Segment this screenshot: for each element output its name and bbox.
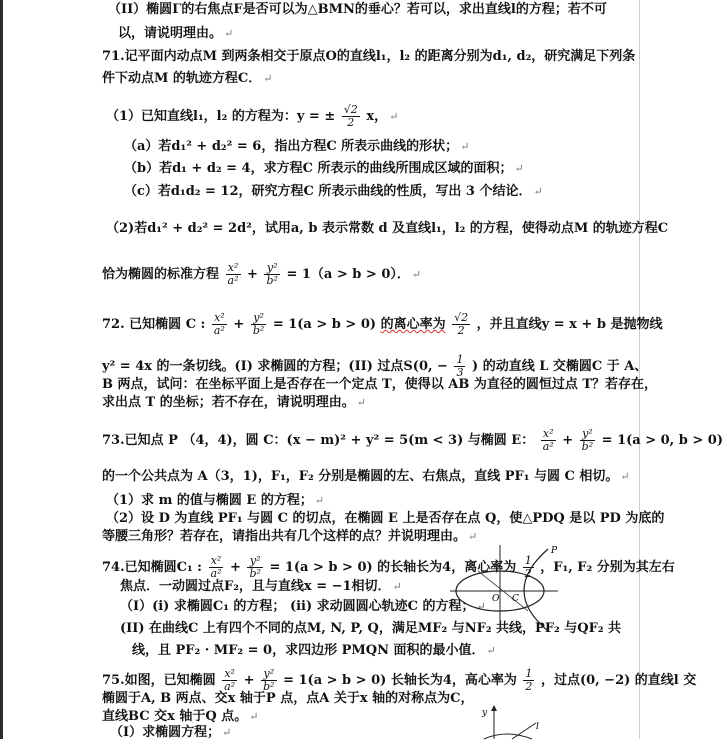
text-line [132,643,496,659]
p72-line-4: 求出点 T 的坐标；若不存在，请说明理由。 [102,395,355,410]
p71-a: （a）若d₁² + d₂² = 6，指出方程C 所表示曲线的形状； [124,139,459,154]
p73-text-tail: = 1(a > 0, b > 0) [601,433,723,448]
fraction: $\frac{\text{y²}}{\text{b²}}$ [249,554,261,580]
fraction: $\frac{\text{y²}}{\text{b²}}$ [581,427,594,453]
text-line [102,668,696,693]
plus-sign: + [233,317,245,332]
text-line [108,2,607,18]
text-line [124,139,469,155]
p72-text: 72. 已知椭圆 [102,317,182,332]
p74-part-2: (II) 在曲线C 上有四个不同的点M, N, P, Q，满足MF₂ 与NF₂ 共线，PF₂ 与QF₂ 共 [120,621,622,636]
p71-line-1: 71.记平面内动点M 到两条相交于原点O的直线l₁，l₂ 的距离分别为d₁, d₂，研究满足下列条 [102,49,636,64]
p75-text: 75.如图，已知椭圆 [102,673,216,688]
text-line [120,579,402,595]
p73-part-2: （2）设 D 为直线 PF₁ 与圆 C 的切点，在椭圆 E 上是否存在点 Q，使△PDQ 是以 PD 为底的 [106,511,665,526]
text-line [106,493,324,509]
plus-sign: + [243,673,255,688]
p74-line-2: 焦点．一动圆过点F₂，且与直线x = −1相切． [120,579,391,594]
return-mark: ↵ [411,268,422,281]
ellipse-arc [484,734,532,739]
p71-2-text: 恰为椭圆的标准方程 [102,267,220,282]
p71-1-text: （1）已知直线l₁，l₂ 的方程为：y = ± [106,109,336,124]
text-line [106,104,398,129]
label-o: O [492,594,500,604]
text-line [124,161,524,177]
text-line [124,184,543,200]
p74-part-1: （I）(i) 求椭圆C₁ 的方程； (ii) 求动圆圆心轨迹C 的方程； [120,599,475,614]
text-line [110,725,231,741]
p75-line-2: 椭圆于A, B 两点、交x 轴于P 点，点A 关于x 轴的对称点为C， [102,691,474,706]
p75-line-3: 直线BC 交x 轴于Q 点。 [102,709,248,724]
p73-part-2-tail: 等腰三角形？若存在，请指出共有几个这样的点？并说明理由。 [102,529,467,544]
return-mark: ↵ [514,162,524,175]
p73-part-1: （1）求 m 的值与椭圆 E 的方程； [106,493,313,508]
fraction: $\frac{\text{x²}}{\text{a²}}$ [227,261,239,287]
fraction: $\frac{1}{2}$ [524,554,532,580]
p71-2-text-tail: = 1（a > b > 0）． [286,267,410,282]
plus-sign: + [562,433,574,448]
fraction: $\frac{\text{x²}}{\text{a²}}$ [210,554,222,580]
p73-text: 73.已知点 P （4，4)，圆 C：(x − m)² + y² = 5(m < 3) 与椭圆 E： [102,433,535,448]
text-line [102,377,657,393]
fraction: $\frac{\text{x²}}{\text{a²}}$ [224,667,236,693]
p71-c: （c）若d₁d₂ = 12，研究方程C 所表示曲线的性质，写出 3 个结论． [124,184,532,199]
y-axis-arrow [491,705,497,711]
p72-condition: = 1(a > b > 0) [272,317,377,332]
return-mark: ↵ [222,726,232,739]
text-line [102,312,662,337]
label-p: P [551,546,558,556]
text-line [102,691,473,707]
return-mark: ↵ [468,530,478,543]
text-line [102,428,723,453]
fraction: $\frac{1}{2}$ [525,667,533,693]
fraction: $\frac{\text{y²}}{\text{b²}}$ [266,261,278,287]
fraction: $\frac{√2}{2}$ [343,103,358,129]
return-mark: ↵ [476,600,486,613]
text-line [102,395,366,411]
plus-sign: + [247,267,258,282]
return-mark: ↵ [392,580,402,593]
plus-sign: + [230,560,241,575]
return-mark: ↵ [389,110,399,123]
return-mark: ↵ [263,72,273,85]
text-line [106,221,668,237]
p70-line-2: 以，请说明理由。 [118,26,223,41]
ellipse-parabola-diagram [450,543,560,633]
text-line [118,26,233,42]
text-line [102,49,635,65]
p71-2-line-1: （2)若d₁² + d₂² = 2d²，试用a, b 表示常数 d 及直线l₁，l₂ 的方程，使得动点M 的轨迹方程C [106,221,669,236]
return-mark: ↵ [460,140,470,153]
p71-line-2: 件下动点M 的轨迹方程C． [102,71,262,86]
page-edge-left [0,0,3,739]
ellipse-line-diagram [476,703,546,739]
p72-line-2: y² = 4x 的一条切线。(I) 求椭圆的方程；(II) 过点S(0, − [102,359,448,374]
p71-b: （b）若d₁ + d₂ = 4，求方程C 所表示的曲线所围成区域的面积； [124,161,513,176]
fraction: $\frac{\text{x²}}{\text{a²}}$ [213,311,225,337]
fraction: $\frac{1}{3}$ [456,353,464,379]
p75-condition: = 1(a > b > 0) 长轴长为4，高心率为 [283,673,517,688]
text-line [102,354,647,379]
fraction: $\frac{\text{y²}}{\text{b²}}$ [263,667,275,693]
fraction: $\frac{√2}{2}$ [454,311,469,337]
text-line [102,555,675,580]
p72-C: C : [185,317,206,332]
label-y: y [482,708,488,718]
return-mark: ↵ [356,396,366,409]
p74-condition: = 1(a > b > 0) 的长轴长为4，离心率为 [269,560,517,575]
return-mark: ↵ [620,470,630,483]
p71-1-text-tail: x， [366,109,388,124]
p72-line-3: B 两点，试问：在坐标平面上是否存在一个定点 T，使得以 AB 为直径的圆恒过点 T？若存在， [102,377,658,392]
return-mark: ↵ [533,185,543,198]
return-mark: ↵ [486,644,496,657]
text-line [102,529,477,545]
p73-line-2: 的一个公共点为 A（3，1)，F₁，F₂ 分别是椭圆的左、右焦点，直线 PF₁ 与圆 C 相切。 [102,469,619,484]
text-line [102,469,630,485]
p70-line-1: （II）椭圆Γ的右焦点F是否可以为△BMN的垂心？若可以，求出直线l的方程；若不可 [108,2,607,17]
text-line [102,262,421,287]
p75-part-1: （I）求椭圆方程； [110,725,221,740]
return-mark: ↵ [249,710,259,723]
p74-text-tail: ，F₁, F₂ 分别为其左右 [540,560,675,575]
label-c: C [512,594,519,604]
fraction: $\frac{\text{y²}}{\text{b²}}$ [252,311,265,337]
p72-text-tail: ，并且直线y = x + b 是抛物线 [476,317,663,332]
fraction: $\frac{\text{x²}}{\text{a²}}$ [542,427,554,453]
text-line [102,71,272,87]
label-l: l [536,722,539,732]
p75-text-tail: ，过点(0, −2) 的直线l 交 [540,673,697,688]
text-line [106,511,664,527]
p74-text: 74.已知椭圆C₁ : [102,560,202,575]
p72-line-2-tail: ) 的动直线 L 交椭圆C 于 A、 [472,359,648,374]
text-line [102,709,258,725]
return-mark: ↵ [224,27,234,40]
text-line [120,599,486,615]
p72-eccentricity-label: 的离心率为 [380,317,446,332]
return-mark: ↵ [314,494,325,507]
p74-part-2-tail: 线，且 PF₂ · MF₂ = 0，求四边形 PMQN 面积的最小值． [132,643,485,658]
